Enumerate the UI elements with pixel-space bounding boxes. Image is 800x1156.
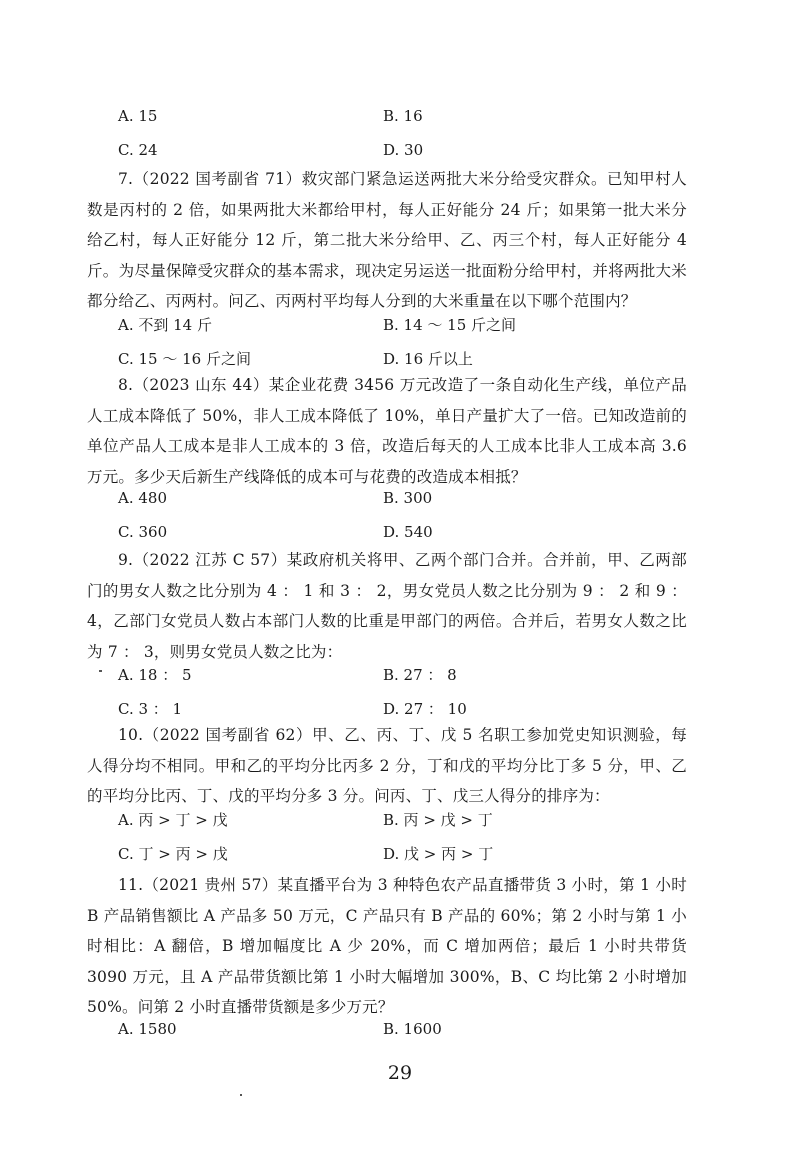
- option-d: D. 27 ： 10: [383, 700, 467, 718]
- option-b: B. 27 ： 8: [383, 666, 457, 684]
- option-b: B. 14 ～ 15 斤之间: [383, 316, 517, 334]
- scan-speck: [99, 670, 102, 672]
- option-a: A. 480: [118, 489, 167, 507]
- option-a: A. 1580: [118, 1020, 177, 1038]
- question-7: 7.（2022 国考副省 71）救灾部门紧急运送两批大米分给受灾群众。已知甲村人数是丙村的 2 倍，如果两批大米都给甲村，每人正好能分 24 斤；如果第一批大米分给乙村，每人正好能分 12 斤，第二批大米分给甲、乙、丙三个村，每人正好能分 4 斤。为尽量保障受灾群众的基本需求，现决定另运送一批面粉分给甲村，并将两批大米都分给乙、丙两村。问乙、丙两村平均每人分到的大米重量在以下哪个范围内？: [87, 170, 687, 310]
- option-b: B. 300: [383, 489, 433, 507]
- option-b: B. 1600: [383, 1020, 442, 1038]
- option-c: C. 3 ： 1: [118, 700, 183, 718]
- option-b: B. 丙 > 戊 > 丁: [383, 811, 493, 829]
- option-a: A. 丙 > 丁 > 戊: [118, 811, 228, 829]
- option-d: D. 30: [383, 141, 424, 159]
- option-c: C. 360: [118, 523, 168, 541]
- question-11: 11.（2021 贵州 57）某直播平台为 3 种特色农产品直播带货 3 小时，第 1 小时 B 产品销售额比 A 产品多 50 万元，C 产品只有 B 产品的 60%；第 2 小时与第 1 小时相比：A 翻倍，B 增加幅度比 A 少 20%，而 C 增加两倍；最后 1 小时共带货 3090 万元，且 A 产品带货额比第 1 小时大幅增加 300%，B、C 均比第 2 小时增加 50%。问第 2 小时直播带货额是多少万元？: [87, 876, 687, 1016]
- option-c: C. 15 ～ 16 斤之间: [118, 350, 251, 368]
- question-9: 9.（2022 江苏 C 57）某政府机关将甲、乙两个部门合并。合并前，甲、乙两部门的男女人数之比分别为 4 ： 1 和 3 ： 2，男女党员人数之比分别为 9 ： 2 和 9 ： 4，乙部门女党员人数占本部门人数的比重是甲部门的两倍。合并后，若男女人数之比为 7 ： 3，则男女党员人数之比为：: [87, 551, 687, 661]
- option-d: D. 540: [383, 523, 433, 541]
- question-10: 10.（2022 国考副省 62）甲、乙、丙、丁、戊 5 名职工参加党史知识测验，每人得分均不相同。甲和乙的平均分比丙多 2 分，丁和戊的平均分比丁多 5 分，甲、乙的平均分比丙、丁、戊的平均分多 3 分。问丙、丁、戊三人得分的排序为：: [87, 726, 687, 805]
- option-a: A. 18 ： 5: [118, 666, 192, 684]
- option-b: B. 16: [383, 107, 423, 125]
- option-d: D. 戊 > 丙 > 丁: [383, 845, 494, 863]
- option-a: A. 不到 14 斤: [118, 316, 212, 334]
- page-number: 29: [387, 1062, 413, 1084]
- option-c: C. 24: [118, 141, 158, 159]
- scan-speck: [240, 1094, 242, 1096]
- option-a: A. 15: [118, 107, 158, 125]
- option-c: C. 丁 > 丙 > 戊: [118, 845, 228, 863]
- option-d: D. 16 斤以上: [383, 350, 473, 368]
- question-8: 8.（2023 山东 44）某企业花费 3456 万元改造了一条自动化生产线，单位产品人工成本降低了 50%，非人工成本降低了 10%，单日产量扩大了一倍。已知改造前的单位产品人工成本是非人工成本的 3 倍，改造后每天的人工成本比非人工成本高 3.6 万元。多少天后新生产线降低的成本可与花费的改造成本相抵？: [87, 376, 687, 486]
